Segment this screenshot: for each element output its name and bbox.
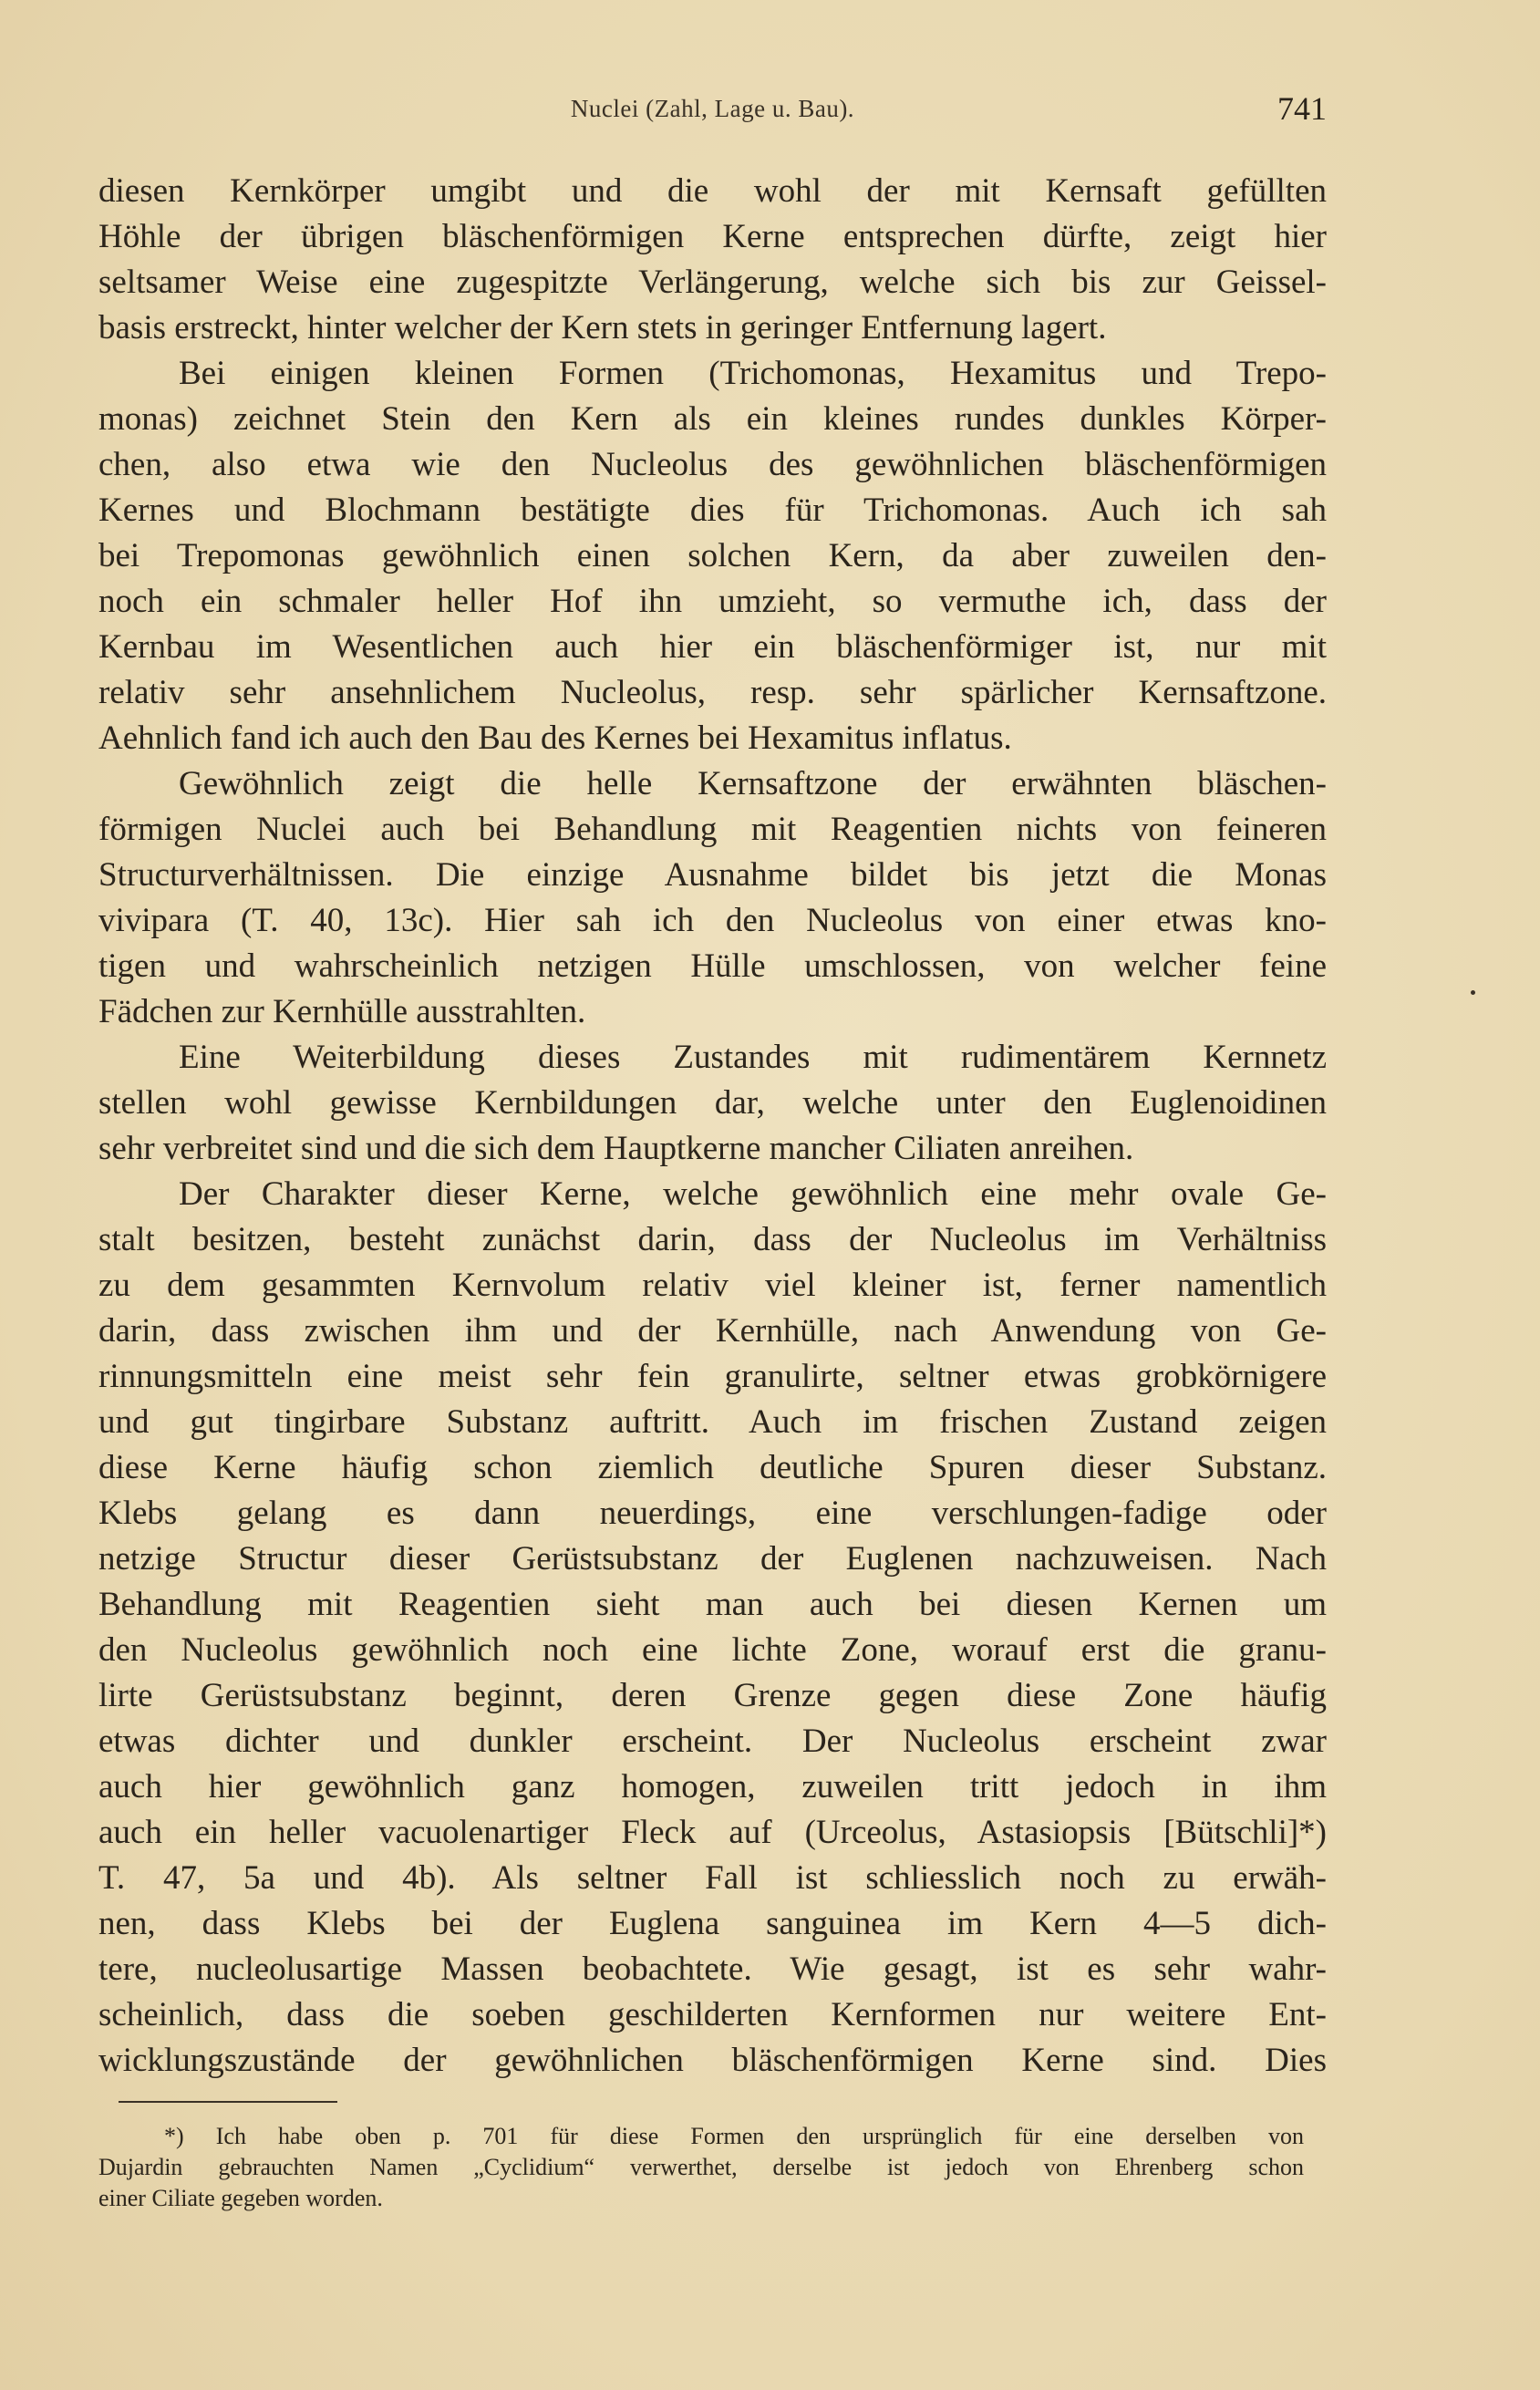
text-line: stellen wohl gewisse Kernbildungen dar, welche unter den Euglenoidinen (98, 1084, 1327, 1122)
text-line: diesen Kernkörper umgibt und die wohl der mit Kernsaft gefüllten (98, 172, 1327, 210)
text-line: zu dem gesammten Kernvolum relativ viel kleiner ist, ferner namentlich (98, 1267, 1327, 1304)
text-line: förmigen Nuclei auch bei Behandlung mit Reagentien nichts von feineren (98, 811, 1327, 848)
text-line: monas) zeichnet Stein den Kern als ein kleines rundes dunkles Körper- (98, 400, 1327, 438)
paper-speck (1471, 990, 1475, 995)
text-line: den Nucleolus gewöhnlich noch eine lichte Zone, worauf erst die granu- (98, 1631, 1327, 1669)
text-line: vivipara (T. 40, 13c). Hier sah ich den Nucleolus von einer etwas kno- (98, 902, 1327, 939)
footnote-line: *) Ich habe oben p. 701 für diese Formen den ursprünglich für eine derselben von (164, 2123, 1304, 2149)
text-line: relativ sehr ansehnlichem Nucleolus, resp. sehr spärlicher Kernsaftzone. (98, 674, 1327, 711)
text-line: bei Trepomonas gewöhnlich einen solchen Kern, da aber zuweilen den- (98, 537, 1327, 574)
text-line: nen, dass Klebs bei der Euglena sanguinea im Kern 4—5 dich- (98, 1905, 1327, 1942)
text-line: sehr verbreitet sind und die sich dem Hauptkerne mancher Ciliaten anreihen. (98, 1130, 1134, 1167)
running-head: Nuclei (Zahl, Lage u. Bau). (570, 95, 855, 122)
text-line: Aehnlich fand ich auch den Bau des Kernes bei Hexamitus inflatus. (98, 719, 1012, 757)
text-line: T. 47, 5a und 4b). Als seltner Fall ist schliesslich noch zu erwäh- (98, 1859, 1327, 1897)
text-line: Kernbau im Wesentlichen auch hier ein bläschenförmiger ist, nur mit (98, 628, 1327, 666)
text-line: stalt besitzen, besteht zunächst darin, dass der Nucleolus im Verhältniss (98, 1221, 1327, 1258)
text-line: Höhle der übrigen bläschenförmigen Kerne entsprechen dürfte, zeigt hier (98, 218, 1327, 255)
page-header (98, 90, 1327, 135)
text-line: seltsamer Weise eine zugespitzte Verlängerung, welche sich bis zur Geissel- (98, 264, 1327, 301)
text-line: chen, also etwa wie den Nucleolus des gewöhnlichen bläschenförmigen (98, 446, 1327, 483)
footnote-line: Dujardin gebrauchten Namen „Cyclidium“ verwerthet, derselbe ist jedoch von Ehrenberg schon (98, 2154, 1304, 2180)
text-line: tere, nucleolusartige Massen beobachtete. Wie gesagt, ist es sehr wahr- (98, 1950, 1327, 1988)
text-line: noch ein schmaler heller Hof ihn umzieht, so vermuthe ich, dass der (98, 583, 1327, 620)
paragraph-first-line: Eine Weiterbildung dieses Zustandes mit rudimentärem Kernnetz (179, 1039, 1327, 1076)
text-line: diese Kerne häufig schon ziemlich deutliche Spuren dieser Substanz. (98, 1449, 1327, 1486)
text-line: lirte Gerüstsubstanz beginnt, deren Grenze gegen diese Zone häufig (98, 1677, 1327, 1714)
text-line: scheinlich, dass die soeben geschilderten Kernformen nur weitere Ent- (98, 1996, 1327, 2033)
paragraph-first-line: Gewöhnlich zeigt die helle Kernsaftzone der erwähnten bläschen- (179, 765, 1327, 802)
text-line: etwas dichter und dunkler erscheint. Der Nucleolus erscheint zwar (98, 1723, 1327, 1760)
text-line: rinnungsmitteln eine meist sehr fein granulirte, seltner etwas grobkörnigere (98, 1358, 1327, 1395)
footnote (98, 2121, 1304, 2214)
footnote-rule (119, 2101, 337, 2103)
text-line: Fädchen zur Kernhülle ausstrahlten. (98, 993, 586, 1030)
body-text (98, 169, 1327, 2084)
text-line: auch ein heller vacuolenartiger Fleck auf (Urceolus, Astasiopsis [Bütschli]*) (98, 1814, 1327, 1851)
paragraph-first-line: Bei einigen kleinen Formen (Trichomonas, Hexamitus und Trepo- (179, 355, 1327, 392)
page-number: 741 (1277, 90, 1327, 127)
text-line: auch hier gewöhnlich ganz homogen, zuweilen tritt jedoch in ihm (98, 1768, 1327, 1805)
text-line: netzige Structur dieser Gerüstsubstanz der Euglenen nachzuweisen. Nach (98, 1540, 1327, 1578)
text-line: Structurverhältnissen. Die einzige Ausnahme bildet bis jetzt die Monas (98, 856, 1327, 894)
paragraph-first-line: Der Charakter dieser Kerne, welche gewöhnlich eine mehr ovale Ge- (179, 1175, 1327, 1213)
text-line: wicklungszustände der gewöhnlichen bläschenförmigen Kerne sind. Dies (98, 2042, 1327, 2079)
text-line: Kernes und Blochmann bestätigte dies für Trichomonas. Auch ich sah (98, 491, 1327, 529)
text-line: darin, dass zwischen ihm und der Kernhülle, nach Anwendung von Ge- (98, 1312, 1327, 1350)
text-line: tigen und wahrscheinlich netzigen Hülle umschlossen, von welcher feine (98, 947, 1327, 985)
text-line: Behandlung mit Reagentien sieht man auch bei diesen Kernen um (98, 1586, 1327, 1623)
footnote-line: einer Ciliate gegeben worden. (98, 2185, 383, 2211)
text-line: basis erstreckt, hinter welcher der Kern stets in geringer Entfernung lagert. (98, 309, 1107, 347)
text-line: und gut tingirbare Substanz auftritt. Auch im frischen Zustand zeigen (98, 1403, 1327, 1441)
text-line: Klebs gelang es dann neuerdings, eine verschlungen-fadige oder (98, 1495, 1327, 1532)
